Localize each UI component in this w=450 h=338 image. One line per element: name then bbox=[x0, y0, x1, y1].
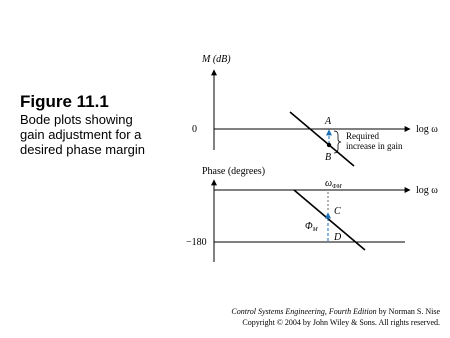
magnitude-plot bbox=[192, 54, 438, 166]
frequency-symbol: ω bbox=[325, 178, 333, 189]
magnitude-y-label: M (dB) bbox=[202, 54, 231, 65]
description-line-3: desired phase margin bbox=[20, 142, 146, 157]
phase-margin-label bbox=[305, 221, 319, 233]
point-b-marker bbox=[327, 143, 331, 147]
magnitude-zero-tick: 0 bbox=[192, 124, 197, 135]
phase-curve bbox=[294, 190, 365, 250]
phase-plot bbox=[186, 166, 438, 262]
phase-y-label: Phase (degrees) bbox=[202, 166, 266, 177]
frequency-subscript: ΦM bbox=[332, 184, 342, 190]
phase-x-label: log ω bbox=[416, 185, 438, 196]
book-title: Control Systems Engineering, Fourth Edition bbox=[231, 307, 377, 316]
figure-title: Figure 11.1 bbox=[20, 92, 109, 111]
magnitude-x-label: log ω bbox=[416, 124, 438, 135]
credit-line-2: Copyright © 2004 by John Wiley & Sons. All rights reserved. bbox=[242, 318, 440, 327]
book-author: by Norman S. Nise bbox=[376, 307, 440, 316]
description-line-1: Bode plots showing bbox=[20, 112, 133, 127]
credit-line-1 bbox=[231, 306, 440, 317]
copyright-credit bbox=[231, 306, 440, 328]
point-b-label: B bbox=[325, 152, 332, 163]
magnitude-curve bbox=[290, 112, 354, 166]
gain-annotation-line-1: Required bbox=[346, 131, 379, 141]
point-c-label: C bbox=[334, 206, 341, 217]
phase-minus-180-tick: −180 bbox=[186, 237, 207, 248]
description-line-2: gain adjustment for a bbox=[20, 127, 142, 142]
point-a-label: A bbox=[325, 116, 332, 127]
gain-annotation-line-2: increase in gain bbox=[346, 141, 403, 151]
phase-margin-subscript: M bbox=[312, 227, 318, 233]
point-d-label: D bbox=[334, 232, 342, 243]
phase-margin-symbol: Φ bbox=[305, 221, 313, 232]
phase-margin-frequency-label bbox=[325, 178, 343, 190]
